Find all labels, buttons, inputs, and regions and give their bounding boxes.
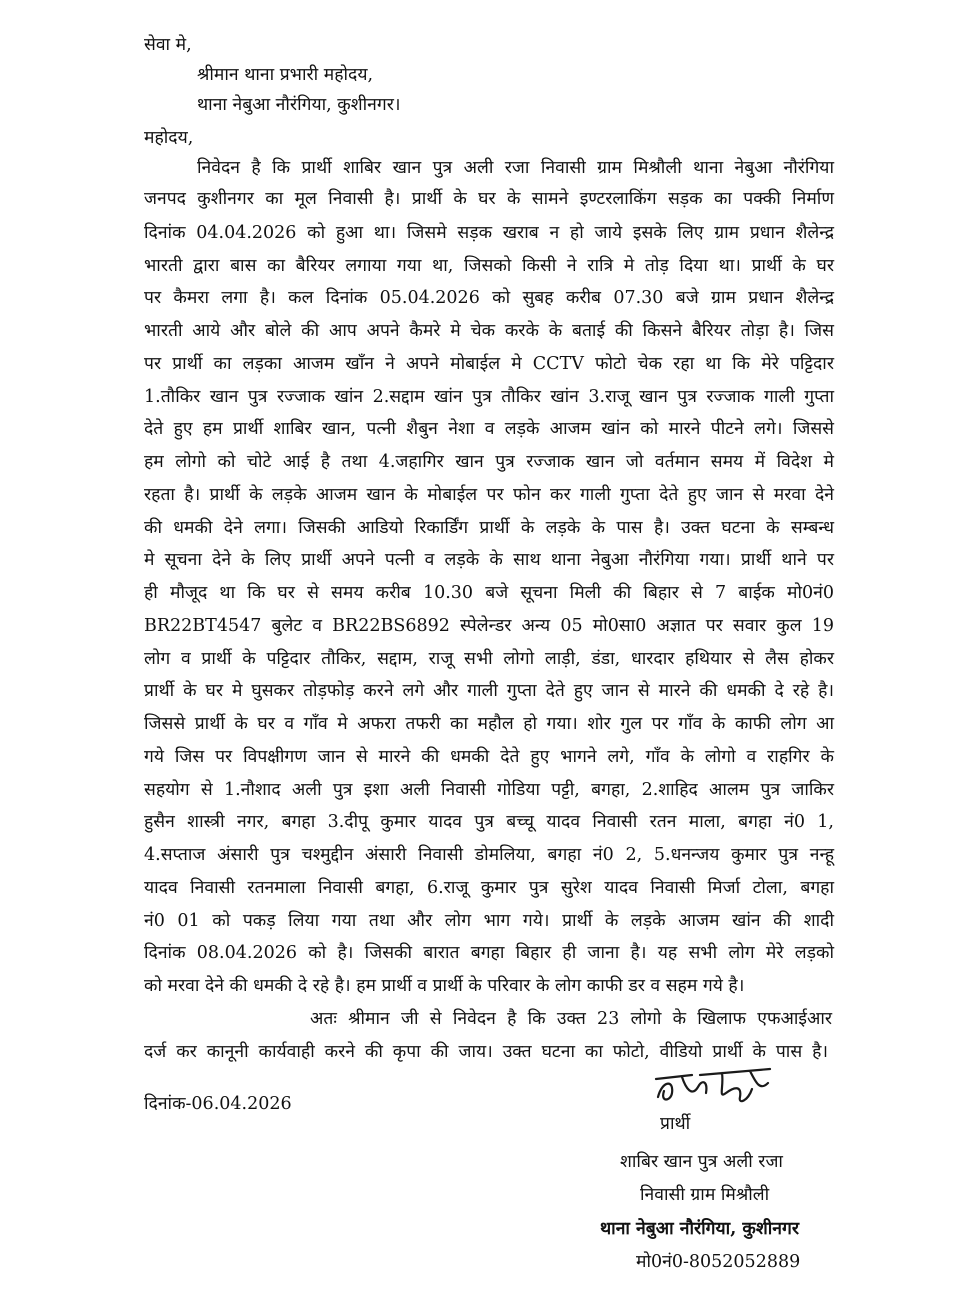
body-line: यादव निवासी रतनमाला निवासी बगहा, 6.राजू कुमार पुत्र सुरेश यादव निवासी मिर्जा टोला, बगहा [144,878,834,898]
sender-name: शाबिर खान पुत्र अली रजा [620,1152,783,1172]
body-line: पर कैमरा लगा है। कल दिनांक 05.04.2026 को सुबह करीब 07.30 बजे ग्राम प्रधान शैलेन्द्र [144,288,834,308]
body-line: हम लोगो को चोटे आई है तथा 4.जहागिर खान पुत्र रज्जाक खान जो वर्तमान समय में विदेश मे [144,452,834,472]
letter-date: दिनांक-06.04.2026 [144,1094,292,1114]
body-line: ही मौजूद था कि घर से समय करीब 10.30 बजे सूचना मिली की बिहार से 7 बाईक मो0नं0 [144,583,834,603]
sender-village: निवासी ग्राम मिश्रौली [640,1185,770,1205]
body-line: दिनांक 08.04.2026 को है। जिसकी बारात बगहा बिहार ही जाना है। यह सभी लोग मेरे लड़को [144,943,834,963]
body-line: गये जिस पर विपक्षीगण जान से मारने की धमकी देते हुए भागने लगे, गाँव के लोगो व राहगिर के [144,747,834,767]
greeting: महोदय, [144,128,194,148]
request-line: अतः श्रीमान जी से निवेदन है कि उक्त 23 लोगो के खिलाफ एफआईआर [310,1009,832,1029]
body-line: जनपद कुशीनगर का मूल निवासी है। प्रार्थी के घर के सामने इण्टरलाकिंग सड़क का पक्की निर्माण [144,189,834,209]
sender-title: प्रार्थी [660,1114,691,1134]
body-line: देते हुए हम प्रार्थी शाबिर खान, पत्नी शैबुन नेशा व लड़के आजम खांन को मारने पीटने लगे। जिससे [144,419,834,439]
body-line: भारती आये और बोले की आप अपने कैमरे मे चेक करके के बताई की किसने बैरियर तोड़ा है। जिस [144,321,834,341]
sender-mobile: मो0नं0-8052052889 [636,1252,801,1272]
body-line: को मरवा देने की धमकी दे रहे है। हम प्रार्थी व प्रार्थी के परिवार के लोग काफी डर व सहम गये है। [144,976,745,996]
body-line: मे सूचना देने के लिए प्रार्थी अपने पत्नी व लड़के के साथ थाना नेबुआ नौरंगिया गया। प्रार्थी थाने पर [144,550,834,570]
body-line: दिनांक 04.04.2026 को हुआ था। जिसमे सड़क खराब न हो जाये इसके लिए ग्राम प्रधान शैलेन्द्र [144,223,834,243]
body-line: जिससे प्रार्थी के घर व गाँव मे अफरा तफरी का महौल हो गया। शोर गुल पर गाँव के काफी लोग आ [144,714,834,734]
body-line: नं0 01 को पकड़ लिया गया तथा और लोग भाग गये। प्रार्थी के लड़के आजम खांन की शादी [144,911,834,931]
body-line: रहता है। प्रार्थी के लड़के आजम खान के मोबाईल पर फोन कर गाली गुप्ता देते हुए जान से मरवा देने [144,485,834,505]
body-line: पर प्रार्थी का लड़का आजम खाँन ने अपने मोबाईल मे CCTV फोटो चेक रहा था कि मेरे पट्टिदार [144,354,834,374]
request-line: दर्ज कर कानूनी कार्यवाही करने की कृपा की जाय। उक्त घटना का फोटो, वीडियो प्रार्थी के पास है। [144,1042,828,1062]
handwritten-signature [652,1063,772,1111]
sender-police-station: थाना नेबुआ नौरंगिया, कुशीनगर [600,1219,799,1239]
body-line: की धमकी देने लगा। जिसकी आडियो रिकार्डिंग प्रार्थी के लड़के के पास है। उक्त घटना के सम्बन्ध [144,518,834,538]
body-line: हुसैन शास्त्री नगर, बगहा 3.दीपू कुमार यादव पुत्र बच्चू यादव निवासी रतन माला, बगहा नं0 1, [144,812,834,832]
body-line: भारती द्वारा बास का बैरियर लगाया गया था, जिसको किसी ने रात्रि मे तोड़ दिया था। प्रार्थी के घर [144,256,834,276]
body-line: निवेदन है कि प्रार्थी शाबिर खान पुत्र अली रजा निवासी ग्राम मिश्रौली थाना नेबुआ नौरंगिया [197,158,834,178]
salutation: सेवा मे, [144,35,192,55]
body-line: लोग व प्रार्थी के पट्टिदार तौकिर, सद्दाम, राजू सभी लोगो लाड़ी, डंडा, धारदार हथियार से लैस होकर [144,649,834,669]
body-line: 1.तौकिर खान पुत्र रज्जाक खांन 2.सद्दाम खांन पुत्र तौकिर खांन 3.राजू खान पुत्र रज्जाक गाली गुप्ता [144,387,834,407]
body-line: सहयोग से 1.नौशाद अली पुत्र इशा अली निवासी गोडिया पट्टी, बगहा, 2.शाहिद आलम पुत्र जाकिर [144,780,834,800]
addressee-line-2: थाना नेबुआ नौरंगिया, कुशीनगर। [197,95,401,115]
body-line: BR22BT4547 बुलेट व BR22BS6892 स्पेलेन्डर अन्य 05 मो0सा0 अज्ञात पर सवार कुल 19 [144,616,834,636]
addressee-line-1: श्रीमान थाना प्रभारी महोदय, [197,65,374,85]
body-line: प्रार्थी के घर मे घुसकर तोड़फोड़ करने लगे और गाली गुप्ता देते हुए जान से मारने की धमकी दे रहे है। [144,681,834,701]
body-line: 4.सप्ताज अंसारी पुत्र चश्मुद्दीन अंसारी निवासी डोमलिया, बगहा नं0 2, 5.धनन्जय कुमार पुत्र नन्हू [144,845,834,865]
